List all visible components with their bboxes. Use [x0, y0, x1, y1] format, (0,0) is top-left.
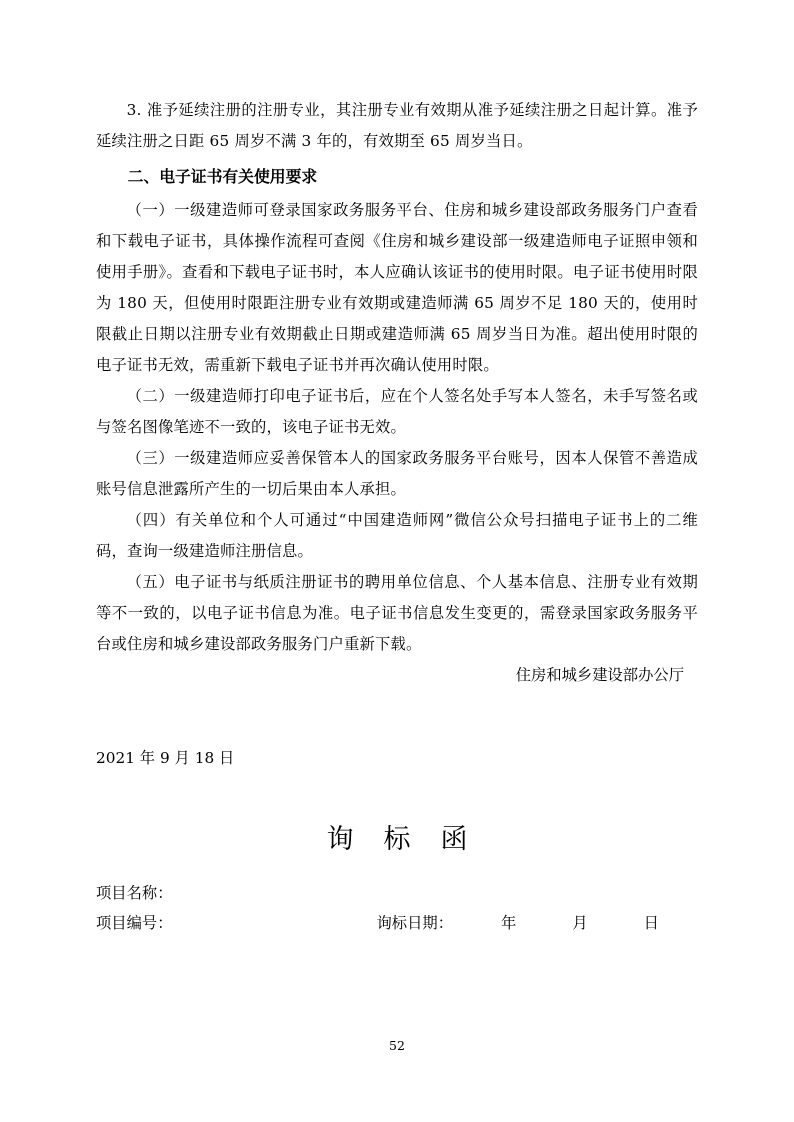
inquiry-form [96, 878, 698, 938]
day-label: 日 [643, 914, 659, 932]
list-item-1: （一）一级建造师可登录国家政务服务平台、住房和城乡建设部政务服务门户查看和下载电子证书，具体操作流程可查阅《住房和城乡建设部一级建造师电子证照申领和使用手册》。查看和下载电子证书时，本人应确认该证书的使用时限。电子证书使用时限为 180 天，但使用时限距注册专业有效期或建造师满 65 周岁不足 180 天的，使用时限截止日期以注册专业有效期截止日期或建造师满 65 周岁当日为准。超出使用时限的电子证书无效，需重新下载电子证书并再次确认使用时限。 [96, 201, 698, 374]
list-item-3: （三）一级建造师应妥善保管本人的国家政务服务平台账号，因本人保管不善造成账号信息泄露所产生的一切后果由本人承担。 [96, 449, 698, 498]
year-label: 年 [501, 914, 517, 932]
list-item-2: （二）一级建造师打印电子证书后，应在个人签名处手写本人签名，未手写签名或与签名图像笔迹不一致的，该电子证书无效。 [96, 387, 698, 436]
month-label: 月 [572, 914, 588, 932]
paragraph-item-3: 3. 准予延续注册的注册专业，其注册专业有效期从准予延续注册之日起计算。准予延续注册之日距 65 周岁不满 3 年的，有效期至 65 周岁当日。 [96, 101, 698, 150]
project-code-label: 项目编号： [96, 914, 173, 932]
inquiry-date-label: 询标日期： [376, 914, 453, 932]
section-heading: 二、电子证书有关使用要求 [127, 167, 318, 186]
document-date: 2021 年 9 月 18 日 [96, 749, 235, 767]
form-title: 询标函 [326, 824, 498, 855]
form-row-project-code [96, 908, 698, 938]
form-row-project-name [96, 878, 698, 908]
issuing-authority: 住房和城乡建设部办公厅 [515, 666, 684, 684]
list-item-5: （五）电子证书与纸质注册证书的聘用单位信息、个人基本信息、注册专业有效期等不一致的，以电子证书信息为准。电子证书信息发生变更的，需登录国家政务服务平台或住房和城乡建设部政务服务门户重新下载。 [96, 573, 698, 653]
project-name-label: 项目名称： [96, 884, 173, 902]
page-number: 52 [389, 1038, 405, 1053]
list-item-4: （四）有关单位和个人可通过“中国建造师网”微信公众号扫描电子证书上的二维码，查询一级建造师注册信息。 [96, 511, 698, 560]
